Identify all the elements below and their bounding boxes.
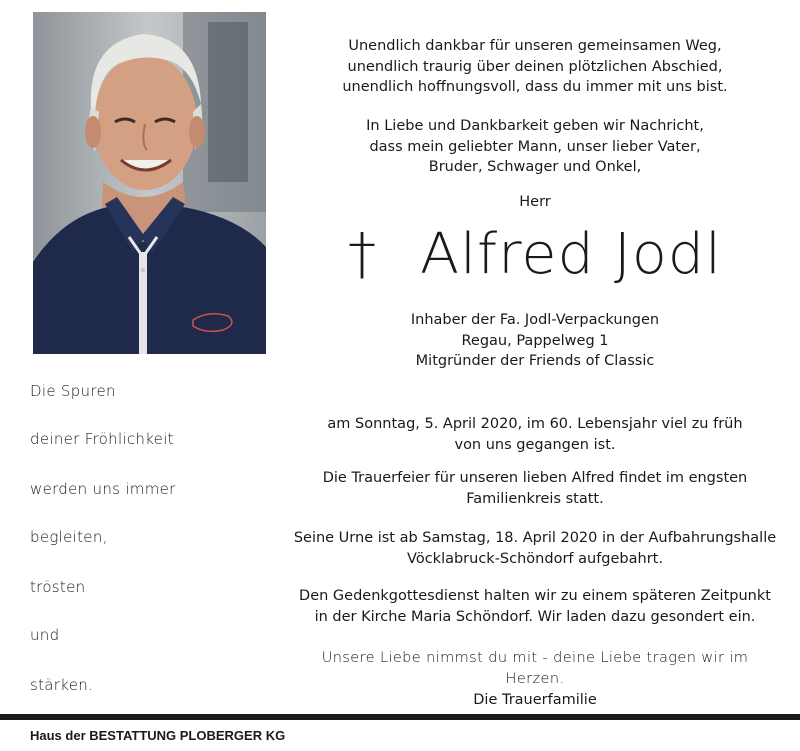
- urn-line: Seine Urne ist ab Samstag, 18. April 2020 in der Aufbahrungshalle: [293, 530, 777, 546]
- intro-line: Unendlich dankbar für unseren gemeinsamen Weg,: [348, 38, 722, 54]
- signature: [290, 690, 780, 711]
- cross-icon: †: [348, 222, 376, 287]
- footer: [30, 728, 285, 743]
- memorial-line: Den Gedenkgottesdienst halten wir zu einem späteren Zeitpunkt: [299, 588, 771, 604]
- poem-line: Die Spuren: [30, 382, 116, 400]
- memorial-block: [290, 586, 780, 627]
- closing-quote: [290, 648, 780, 689]
- poem-line: begleiten,: [30, 528, 108, 546]
- portrait-illustration: [33, 12, 266, 354]
- death-notice-block: [290, 414, 780, 455]
- details-block: [290, 310, 780, 372]
- footer-prefix: Haus der: [30, 728, 90, 743]
- poem-line: stärken.: [30, 676, 94, 694]
- portrait-photo: [33, 12, 266, 354]
- bottom-rule: [0, 714, 800, 720]
- announcement-block: [290, 116, 780, 178]
- closing-quote-text: Unsere Liebe nimmst du mit - deine Liebe tragen wir im Herzen.: [321, 650, 749, 687]
- death-notice-line: am Sonntag, 5. April 2020, im 60. Lebensjahr viel zu früh: [327, 416, 743, 432]
- poem-line: werden uns immer: [30, 480, 176, 498]
- funeral-line: Familienkreis statt.: [466, 490, 604, 507]
- funeral-block: [290, 468, 780, 509]
- deceased-name: Alfred Jodl: [420, 222, 722, 287]
- poem-line: trösten: [30, 578, 86, 596]
- announcement-line: dass mein geliebter Mann, unser lieber Vater,: [369, 138, 701, 155]
- detail-line: Regau, Pappelweg 1: [461, 332, 609, 349]
- urn-block: [290, 528, 780, 569]
- poem-line: deiner Fröhlichkeit: [30, 430, 174, 448]
- urn-line: Vöcklabruck-Schöndorf aufgebahrt.: [407, 550, 663, 567]
- announcement-line: In Liebe und Dankbarkeit geben wir Nachricht,: [366, 118, 704, 134]
- salutation-text: Herr: [519, 194, 551, 210]
- announcement-line: Bruder, Schwager und Onkel,: [428, 159, 642, 175]
- signature-text: Die Trauerfamilie: [473, 692, 597, 708]
- intro-line: unendlich traurig über deinen plötzlichen Abschied,: [347, 58, 723, 75]
- detail-line: Mitgründer der Friends of Classic: [415, 353, 655, 369]
- name-row: [340, 222, 740, 292]
- memorial-line: in der Kirche Maria Schöndorf. Wir laden dazu gesondert ein.: [314, 608, 756, 625]
- intro-block: [290, 36, 780, 98]
- detail-line: Inhaber der Fa. Jodl-Verpackungen: [410, 312, 660, 328]
- death-notice-line: von uns gegangen ist.: [454, 436, 616, 453]
- footer-company: BESTATTUNG PLOBERGER KG: [89, 728, 286, 743]
- intro-line: unendlich hoffnungsvoll, dass du immer mit uns bist.: [342, 79, 728, 95]
- funeral-line: Die Trauerfeier für unseren lieben Alfred findet im engsten: [322, 470, 748, 486]
- salutation: [290, 192, 780, 213]
- poem-line: und: [30, 626, 60, 644]
